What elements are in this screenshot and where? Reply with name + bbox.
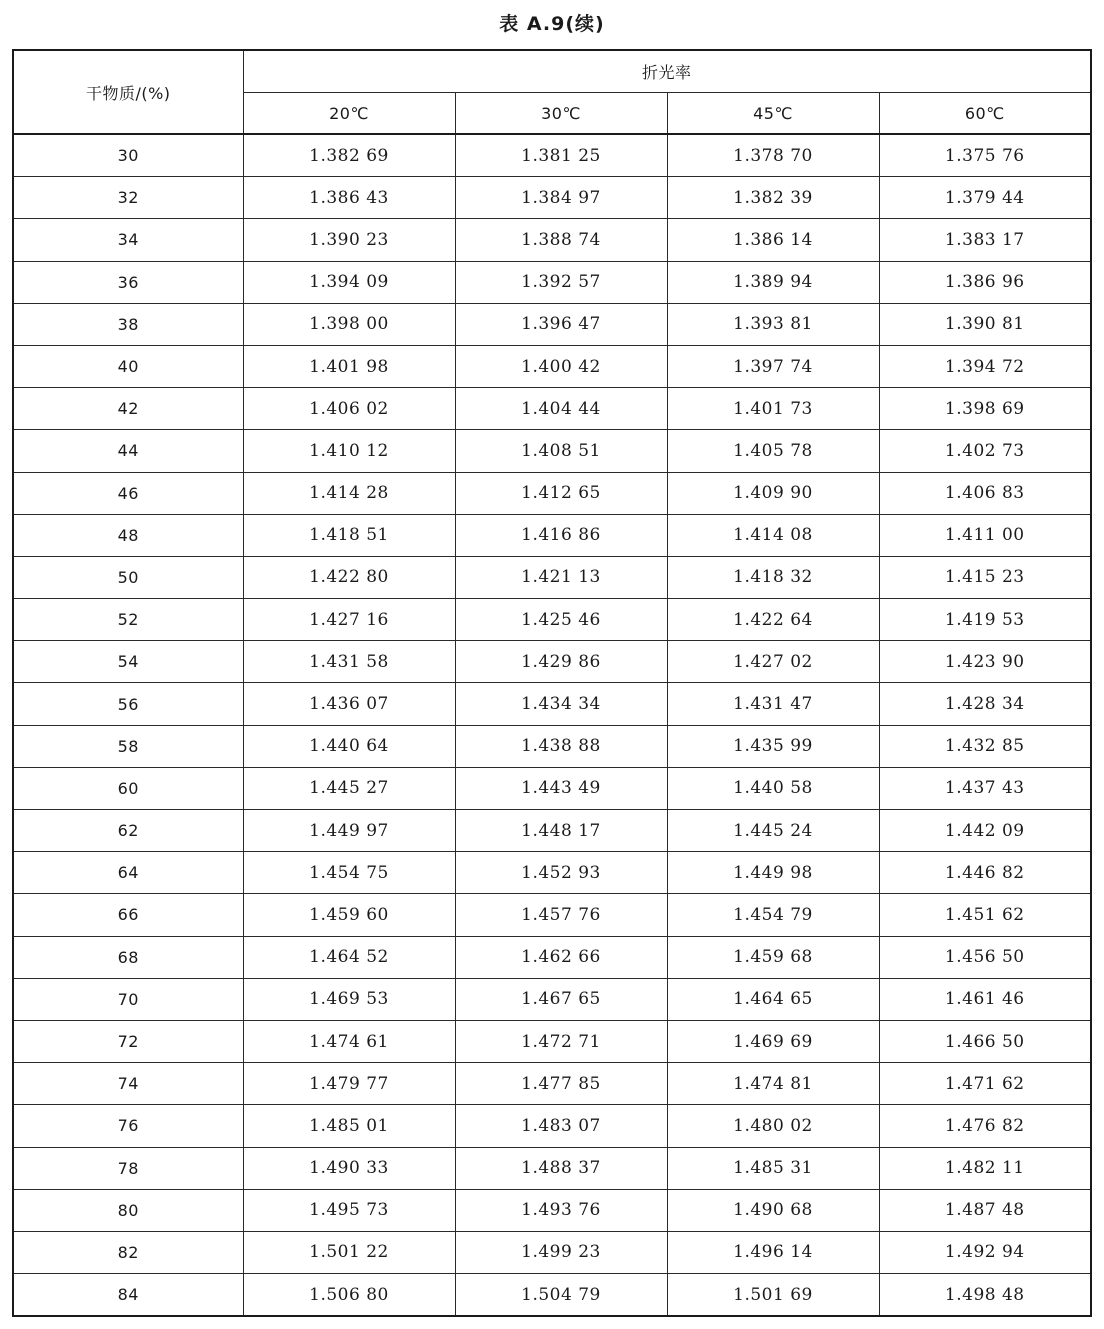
refractive-index-cell: 1.467 65 <box>455 978 667 1020</box>
refractive-index-cell: 1.427 02 <box>667 641 879 683</box>
refractive-index-cell: 1.398 69 <box>879 388 1091 430</box>
table-row <box>13 134 1091 177</box>
refractive-index-cell: 1.469 53 <box>243 978 455 1020</box>
refractive-index-cell: 1.394 09 <box>243 261 455 303</box>
refractive-index-cell: 1.418 51 <box>243 514 455 556</box>
refractive-index-cell: 1.504 79 <box>455 1274 667 1317</box>
refractive-index-cell: 1.449 98 <box>667 852 879 894</box>
refractive-index-cell: 1.401 98 <box>243 345 455 387</box>
refractive-index-cell: 1.477 85 <box>455 1063 667 1105</box>
refractive-index-cell: 1.485 01 <box>243 1105 455 1147</box>
refractive-index-header: 折光率 <box>243 50 1091 93</box>
refractive-index-cell: 1.472 71 <box>455 1020 667 1062</box>
table-row <box>13 1020 1091 1062</box>
refractive-index-cell: 1.402 73 <box>879 430 1091 472</box>
table-row <box>13 725 1091 767</box>
refractive-index-cell: 1.471 62 <box>879 1063 1091 1105</box>
table-body <box>13 134 1091 1316</box>
dry-matter-cell: 36 <box>13 261 243 303</box>
table-row <box>13 810 1091 852</box>
refractive-index-cell: 1.393 81 <box>667 303 879 345</box>
refractive-index-cell: 1.474 81 <box>667 1063 879 1105</box>
dry-matter-cell: 64 <box>13 852 243 894</box>
table-row <box>13 303 1091 345</box>
refractive-index-cell: 1.400 42 <box>455 345 667 387</box>
refractive-index-cell: 1.462 66 <box>455 936 667 978</box>
refractive-index-cell: 1.421 13 <box>455 556 667 598</box>
refractive-index-cell: 1.386 14 <box>667 219 879 261</box>
refractive-index-cell: 1.383 17 <box>879 219 1091 261</box>
refractive-index-cell: 1.409 90 <box>667 472 879 514</box>
dry-matter-cell: 76 <box>13 1105 243 1147</box>
table-row <box>13 852 1091 894</box>
refractive-index-cell: 1.485 31 <box>667 1147 879 1189</box>
column-header-60c: 60℃ <box>879 93 1091 135</box>
table-row <box>13 894 1091 936</box>
refractive-index-cell: 1.493 76 <box>455 1189 667 1231</box>
table-row <box>13 936 1091 978</box>
refractive-index-cell: 1.490 68 <box>667 1189 879 1231</box>
column-header-45c: 45℃ <box>667 93 879 135</box>
dry-matter-cell: 54 <box>13 641 243 683</box>
dry-matter-cell: 68 <box>13 936 243 978</box>
table-row <box>13 430 1091 472</box>
refractive-index-cell: 1.488 37 <box>455 1147 667 1189</box>
refractive-index-cell: 1.480 02 <box>667 1105 879 1147</box>
dry-matter-cell: 66 <box>13 894 243 936</box>
refractive-index-cell: 1.435 99 <box>667 725 879 767</box>
dry-matter-cell: 80 <box>13 1189 243 1231</box>
table-row <box>13 1063 1091 1105</box>
refractive-index-cell: 1.415 23 <box>879 556 1091 598</box>
table-row <box>13 1147 1091 1189</box>
table-row <box>13 261 1091 303</box>
refractive-index-cell: 1.482 11 <box>879 1147 1091 1189</box>
refractive-index-cell: 1.501 22 <box>243 1231 455 1273</box>
table-row <box>13 1105 1091 1147</box>
dry-matter-cell: 32 <box>13 177 243 219</box>
dry-matter-cell: 46 <box>13 472 243 514</box>
refractive-index-cell: 1.397 74 <box>667 345 879 387</box>
refractive-index-cell: 1.386 43 <box>243 177 455 219</box>
dry-matter-cell: 70 <box>13 978 243 1020</box>
refractive-index-cell: 1.499 23 <box>455 1231 667 1273</box>
refractive-index-cell: 1.389 94 <box>667 261 879 303</box>
dry-matter-cell: 60 <box>13 767 243 809</box>
refractive-index-cell: 1.394 72 <box>879 345 1091 387</box>
refractive-index-cell: 1.412 65 <box>455 472 667 514</box>
dry-matter-cell: 58 <box>13 725 243 767</box>
dry-matter-cell: 84 <box>13 1274 243 1317</box>
refractive-index-cell: 1.445 27 <box>243 767 455 809</box>
refractive-index-cell: 1.382 69 <box>243 134 455 177</box>
table-row <box>13 641 1091 683</box>
dry-matter-cell: 48 <box>13 514 243 556</box>
refractive-index-cell: 1.434 34 <box>455 683 667 725</box>
refractive-index-cell: 1.406 02 <box>243 388 455 430</box>
table-row <box>13 177 1091 219</box>
refractive-index-cell: 1.438 88 <box>455 725 667 767</box>
refractive-index-cell: 1.396 47 <box>455 303 667 345</box>
table-row <box>13 345 1091 387</box>
dry-matter-cell: 72 <box>13 1020 243 1062</box>
refractive-index-cell: 1.440 64 <box>243 725 455 767</box>
refractive-index-cell: 1.405 78 <box>667 430 879 472</box>
refractive-index-cell: 1.495 73 <box>243 1189 455 1231</box>
column-header-30c: 30℃ <box>455 93 667 135</box>
dry-matter-cell: 56 <box>13 683 243 725</box>
refractive-index-cell: 1.425 46 <box>455 599 667 641</box>
refractive-index-cell: 1.464 65 <box>667 978 879 1020</box>
refractive-index-cell: 1.487 48 <box>879 1189 1091 1231</box>
table-row <box>13 388 1091 430</box>
refractive-index-cell: 1.404 44 <box>455 388 667 430</box>
refractive-index-cell: 1.408 51 <box>455 430 667 472</box>
refractive-index-cell: 1.390 81 <box>879 303 1091 345</box>
refractive-index-cell: 1.474 61 <box>243 1020 455 1062</box>
refractive-index-cell: 1.446 82 <box>879 852 1091 894</box>
refractive-index-cell: 1.422 80 <box>243 556 455 598</box>
refractive-index-cell: 1.398 00 <box>243 303 455 345</box>
refractive-index-cell: 1.411 00 <box>879 514 1091 556</box>
table-row <box>13 514 1091 556</box>
refractive-index-cell: 1.431 47 <box>667 683 879 725</box>
dry-matter-cell: 62 <box>13 810 243 852</box>
refractive-index-table <box>12 49 1092 1317</box>
refractive-index-cell: 1.496 14 <box>667 1231 879 1273</box>
refractive-index-cell: 1.388 74 <box>455 219 667 261</box>
refractive-index-cell: 1.483 07 <box>455 1105 667 1147</box>
dry-matter-cell: 78 <box>13 1147 243 1189</box>
refractive-index-cell: 1.418 32 <box>667 556 879 598</box>
refractive-index-cell: 1.451 62 <box>879 894 1091 936</box>
dry-matter-cell: 34 <box>13 219 243 261</box>
refractive-index-cell: 1.456 50 <box>879 936 1091 978</box>
dry-matter-cell: 44 <box>13 430 243 472</box>
dry-matter-cell: 50 <box>13 556 243 598</box>
refractive-index-cell: 1.392 57 <box>455 261 667 303</box>
dry-matter-header: 干物质/(%) <box>13 50 243 134</box>
refractive-index-cell: 1.406 83 <box>879 472 1091 514</box>
refractive-index-cell: 1.384 97 <box>455 177 667 219</box>
refractive-index-cell: 1.454 79 <box>667 894 879 936</box>
table-row <box>13 219 1091 261</box>
refractive-index-cell: 1.437 43 <box>879 767 1091 809</box>
table-row <box>13 683 1091 725</box>
refractive-index-cell: 1.501 69 <box>667 1274 879 1317</box>
table-row <box>13 1189 1091 1231</box>
refractive-index-cell: 1.466 50 <box>879 1020 1091 1062</box>
refractive-index-cell: 1.452 93 <box>455 852 667 894</box>
refractive-index-cell: 1.431 58 <box>243 641 455 683</box>
refractive-index-cell: 1.506 80 <box>243 1274 455 1317</box>
refractive-index-cell: 1.457 76 <box>455 894 667 936</box>
refractive-index-cell: 1.476 82 <box>879 1105 1091 1147</box>
refractive-index-cell: 1.498 48 <box>879 1274 1091 1317</box>
refractive-index-cell: 1.459 68 <box>667 936 879 978</box>
dry-matter-cell: 38 <box>13 303 243 345</box>
refractive-index-cell: 1.432 85 <box>879 725 1091 767</box>
table-row <box>13 472 1091 514</box>
refractive-index-cell: 1.440 58 <box>667 767 879 809</box>
table-row <box>13 978 1091 1020</box>
refractive-index-cell: 1.410 12 <box>243 430 455 472</box>
dry-matter-cell: 30 <box>13 134 243 177</box>
refractive-index-cell: 1.429 86 <box>455 641 667 683</box>
refractive-index-cell: 1.449 97 <box>243 810 455 852</box>
refractive-index-cell: 1.479 77 <box>243 1063 455 1105</box>
refractive-index-cell: 1.423 90 <box>879 641 1091 683</box>
table-row <box>13 1274 1091 1317</box>
refractive-index-cell: 1.382 39 <box>667 177 879 219</box>
table-caption: 表 A.9(续) <box>499 13 605 35</box>
table-row <box>13 767 1091 809</box>
column-header-20c: 20℃ <box>243 93 455 135</box>
refractive-index-cell: 1.490 33 <box>243 1147 455 1189</box>
refractive-index-cell: 1.442 09 <box>879 810 1091 852</box>
refractive-index-cell: 1.419 53 <box>879 599 1091 641</box>
refractive-index-cell: 1.428 34 <box>879 683 1091 725</box>
refractive-index-cell: 1.443 49 <box>455 767 667 809</box>
refractive-index-cell: 1.416 86 <box>455 514 667 556</box>
refractive-index-cell: 1.459 60 <box>243 894 455 936</box>
refractive-index-cell: 1.445 24 <box>667 810 879 852</box>
refractive-index-cell: 1.492 94 <box>879 1231 1091 1273</box>
table-row <box>13 599 1091 641</box>
refractive-index-cell: 1.381 25 <box>455 134 667 177</box>
refractive-index-cell: 1.414 08 <box>667 514 879 556</box>
dry-matter-cell: 42 <box>13 388 243 430</box>
refractive-index-cell: 1.436 07 <box>243 683 455 725</box>
refractive-index-cell: 1.390 23 <box>243 219 455 261</box>
refractive-index-cell: 1.386 96 <box>879 261 1091 303</box>
refractive-index-cell: 1.427 16 <box>243 599 455 641</box>
refractive-index-cell: 1.378 70 <box>667 134 879 177</box>
refractive-index-cell: 1.461 46 <box>879 978 1091 1020</box>
refractive-index-cell: 1.414 28 <box>243 472 455 514</box>
refractive-index-cell: 1.379 44 <box>879 177 1091 219</box>
refractive-index-cell: 1.454 75 <box>243 852 455 894</box>
refractive-index-cell: 1.448 17 <box>455 810 667 852</box>
table-row <box>13 1231 1091 1273</box>
dry-matter-cell: 74 <box>13 1063 243 1105</box>
refractive-index-cell: 1.401 73 <box>667 388 879 430</box>
refractive-index-cell: 1.375 76 <box>879 134 1091 177</box>
refractive-index-cell: 1.422 64 <box>667 599 879 641</box>
dry-matter-cell: 82 <box>13 1231 243 1273</box>
table-row <box>13 556 1091 598</box>
dry-matter-cell: 52 <box>13 599 243 641</box>
dry-matter-cell: 40 <box>13 345 243 387</box>
refractive-index-cell: 1.469 69 <box>667 1020 879 1062</box>
refractive-index-cell: 1.464 52 <box>243 936 455 978</box>
